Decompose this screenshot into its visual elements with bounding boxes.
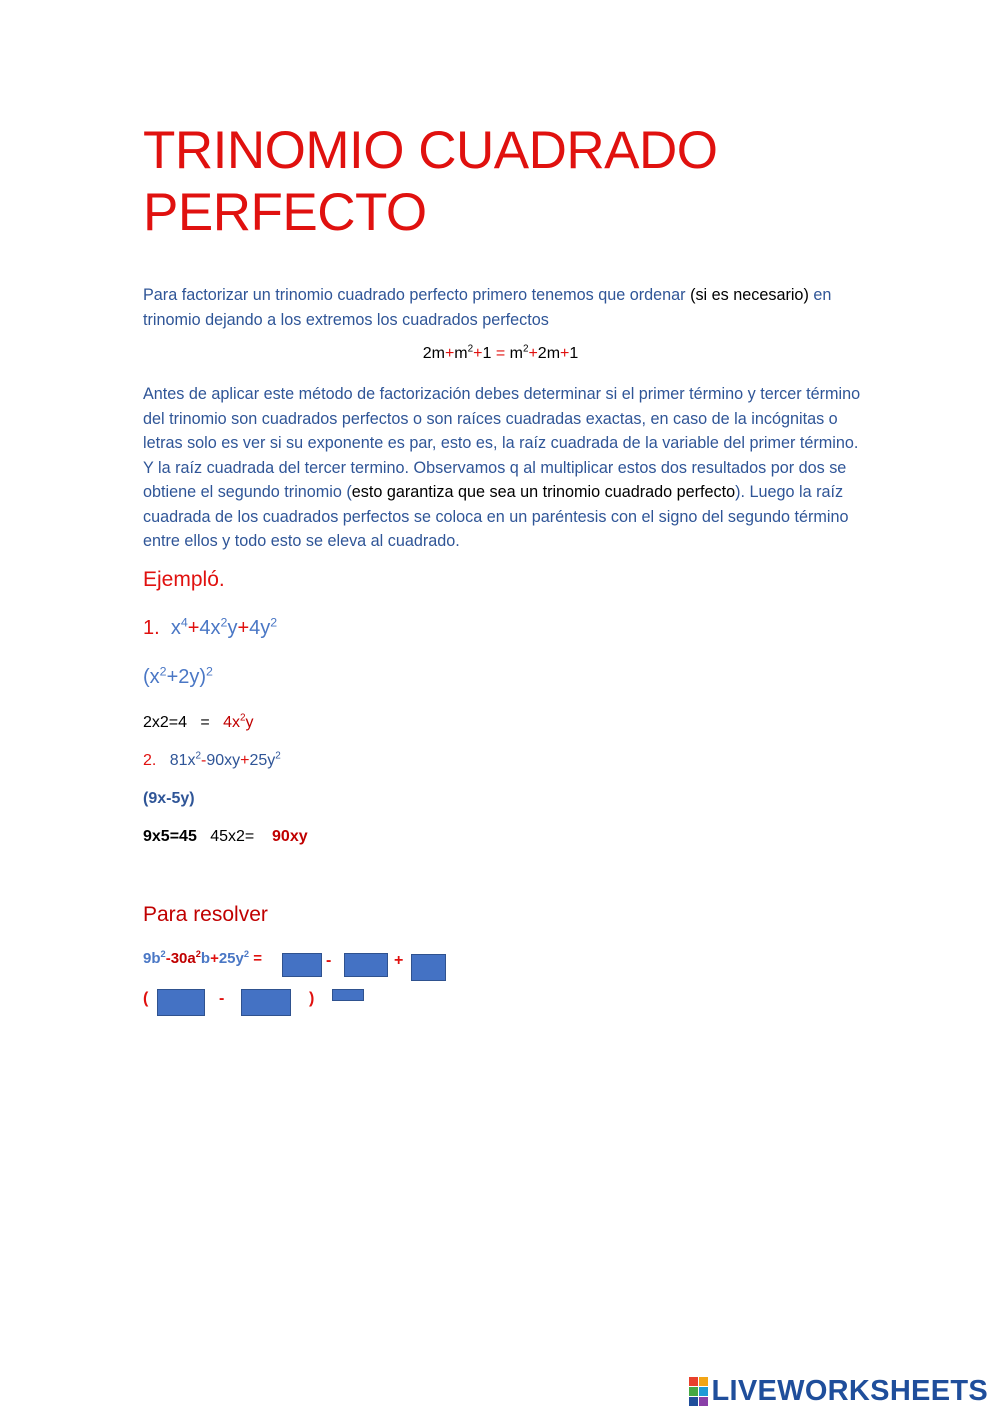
check-text: 2x2=4 = (143, 714, 224, 731)
expr-term: 90xy (206, 752, 241, 769)
expr-term: y (227, 617, 238, 639)
check-result: y (245, 714, 254, 731)
expr-term: 81x (169, 752, 196, 769)
expr-equals: = (249, 950, 262, 967)
check-text: 45x2= (210, 828, 255, 845)
eq-term: m (509, 345, 523, 362)
eq-term: 1 (482, 345, 492, 362)
expr-exponent: 2 (195, 949, 201, 959)
example-2-check (143, 828, 308, 846)
example-heading: Ejempló. (143, 568, 225, 591)
intro-text-a: Para factorizar un trinomio cuadrado perfecto primero tenemos que ordenar (143, 286, 691, 304)
expr-exponent: 2 (275, 750, 281, 762)
example-1-expression (143, 617, 277, 640)
exercise-sign-minus: - (326, 952, 332, 969)
explanation-text-b: esto garantiza que sea un trinomio cuadrado perfecto (351, 483, 736, 501)
expr-term: 9b (143, 950, 161, 967)
eq-term: 2m (422, 345, 445, 362)
title-line-1: TRINOMIO CUADRADO (143, 121, 718, 180)
answer-box-4[interactable] (157, 989, 205, 1016)
eq-equals: = (491, 345, 510, 362)
answer-box-3[interactable] (411, 954, 446, 981)
example-1-factor (143, 666, 213, 689)
liveworksheets-logo (689, 1376, 989, 1406)
expr-sign: + (187, 617, 200, 639)
eq-sign: + (560, 345, 570, 362)
logo-mark-icon (689, 1377, 708, 1406)
check-text: 9x5=45 (143, 828, 197, 845)
page-title (143, 120, 903, 244)
expr-term: 30a (170, 950, 196, 967)
check-result: 4x (223, 714, 240, 731)
expr-sign: + (237, 617, 250, 639)
answer-box-1[interactable] (282, 953, 322, 977)
eq-sign: + (444, 345, 455, 362)
expr-term: 4x (199, 617, 221, 639)
expr-exponent: 2 (195, 750, 201, 762)
eq-sign: + (473, 345, 483, 362)
example-2-expression (143, 752, 281, 770)
answer-box-2[interactable] (344, 953, 388, 977)
expr-sign: - (201, 752, 207, 769)
exercise-paren-open: ( (143, 990, 149, 1007)
expr-exponent: 2 (270, 615, 278, 630)
expr-term: b (200, 950, 211, 967)
answer-box-5[interactable] (241, 989, 291, 1016)
eq-term: 2m (537, 345, 561, 362)
explanation-paragraph (143, 382, 865, 554)
eq-exponent: 2 (467, 343, 474, 355)
expr-term: 25y (249, 752, 276, 769)
expr-sign: + (240, 752, 250, 769)
expr-exponent: 2 (220, 615, 228, 630)
explanation-text-c: ). Luego la raíz cuadrada de los cuadrados perfectos se coloca en un paréntesis con el signo del segundo término entre ellos y todo esto se eleva al cuadrado. (143, 483, 849, 550)
expr-sign: + (210, 950, 219, 967)
eq-term: m (454, 345, 468, 362)
example-1-check (143, 714, 253, 732)
logo-text: LIVEWORKSHEETS (711, 1374, 988, 1407)
expr-exponent: 2 (243, 949, 250, 959)
expr-term: 4y (249, 617, 271, 639)
eq-exponent: 2 (522, 343, 529, 355)
expr-sign: - (165, 950, 171, 967)
answer-box-exponent[interactable] (332, 989, 364, 1001)
factor-exponent: 2 (159, 664, 167, 679)
intro-text-b: (si es necesario) (690, 286, 809, 304)
check-exponent: 2 (239, 712, 246, 724)
exercise-heading: Para resolver (143, 903, 268, 926)
exercise-row-1 (143, 950, 262, 967)
factor-part: (x (143, 666, 160, 688)
check-result: 90xy (272, 828, 308, 845)
expr-exponent: 4 (180, 615, 188, 630)
title-line-2: PERFECTO (143, 183, 427, 242)
expr-term: 25y (218, 950, 244, 967)
reorder-equation (143, 345, 858, 363)
exercise-paren-close: ) (309, 990, 315, 1007)
exercise-sign-plus: + (394, 952, 404, 969)
intro-paragraph (143, 283, 863, 332)
factor-part: +2y) (166, 666, 207, 688)
example-number: 2. (143, 752, 157, 769)
expr-exponent: 2 (160, 949, 166, 959)
explanation-text-a: Antes de aplicar este método de factorización debes determinar si el primer término y tercer término del trinomio son cuadrados perfectos o son raíces cuadradas exactas, en caso de la incógnitas o letras solo es ver si su exponente es par, esto es, la raíz cuadrada de la variable del primer término. Y la raíz cuadrada del tercer termino. Observamos q al multiplicar estos dos resultados por dos se obtiene el segundo trinomio ( (143, 385, 861, 501)
example-number: 1. (143, 617, 160, 639)
eq-term: 1 (569, 345, 579, 362)
exercise-sign-minus-2: - (219, 990, 225, 1007)
expr-term: x (170, 617, 181, 639)
factor-exponent: 2 (206, 664, 213, 679)
example-2-factor: (9x-5y) (143, 790, 195, 807)
intro-text-c: en trinomio dejando a los extremos los cuadrados perfectos (143, 286, 832, 329)
eq-sign: + (528, 345, 538, 362)
